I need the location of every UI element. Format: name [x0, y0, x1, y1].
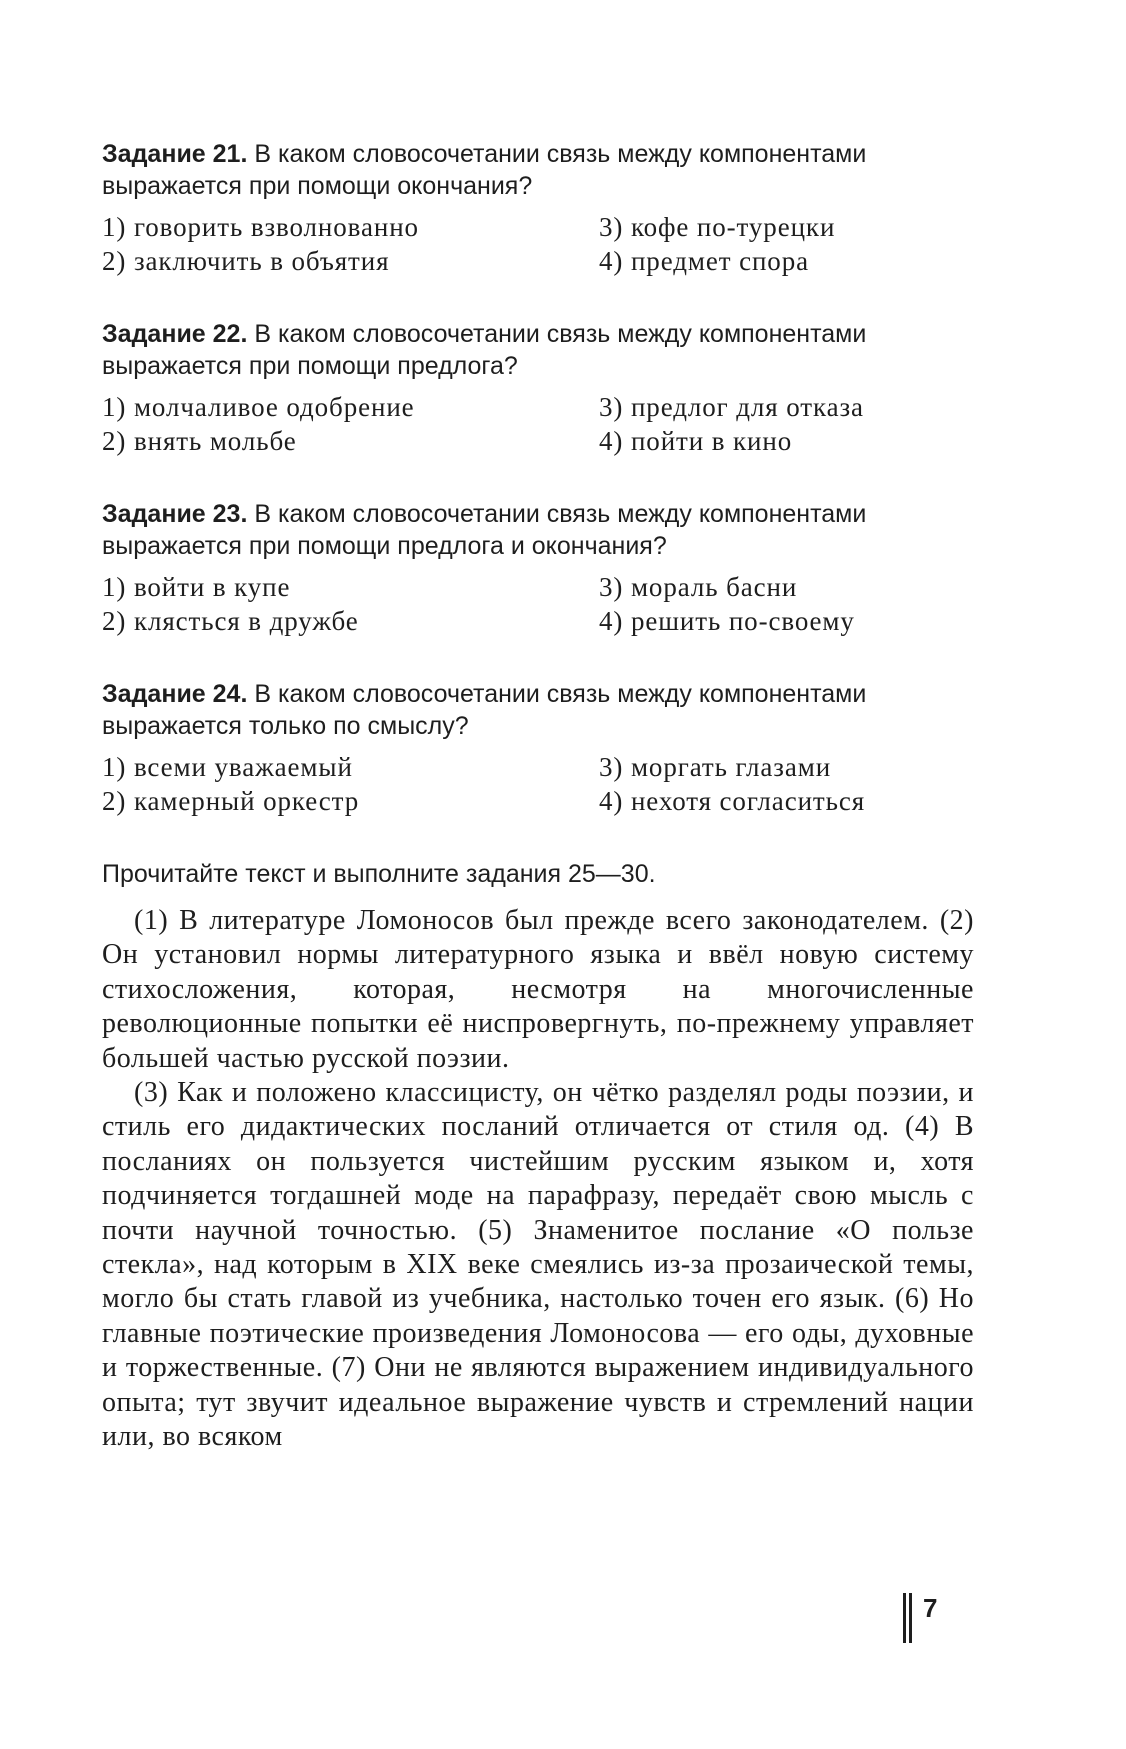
option: 1) молчаливое одобрение [102, 392, 415, 422]
option: 3) моргать глазами [599, 752, 832, 782]
option: 3) мораль басни [599, 572, 798, 602]
option: 2) клясться в дружбе [102, 606, 359, 636]
task-label: Задание 23. [102, 500, 248, 528]
reading-instruction: Прочитайте текст и выполните задания 25—30. [102, 860, 656, 888]
page-number-block [903, 1593, 937, 1643]
option: 3) кофе по-турецки [599, 212, 836, 242]
task-question [102, 498, 974, 562]
option: 2) камерный оркестр [102, 786, 360, 816]
task-question-text: В каком словосочетании связь между компонентами выражается при помощи предлога и окончания? [102, 500, 867, 560]
task-options [102, 570, 974, 638]
task-question-text: В каком словосочетании связь между компонентами выражается при помощи предлога? [102, 320, 867, 380]
option: 4) пойти в кино [599, 426, 793, 456]
option: 2) внять мольбе [102, 426, 297, 456]
task-question-text: В каком словосочетании связь между компонентами выражается при помощи окончания? [102, 140, 867, 200]
task-question [102, 678, 974, 742]
text-paragraph-2: (3) Как и положено классицисту, он чётко разделял роды поэзии, и стиль его дидактических посланий отличается от стиля од. (4) В посланиях он пользуется чистейшим русским языком и, хотя подчиняется тогдашней моде на парафразу, передаёт свою мысль с почти научной точностью. (5) Знаменитое послание «О пользе стекла», над которым в XIX веке смеялись из-за прозаической темы, могло бы стать главой из учебника, настолько точен его язык. (6) Но главные поэтические произведения Ломоносова — его оды, духовные и торжественные. (7) Они не являются выражением индивидуального опыта; тут звучит идеальное выражение чувств и стремлений нации или, во всяком [102, 1077, 974, 1453]
task-21 [102, 138, 974, 278]
task-label: Задание 24. [102, 680, 248, 708]
option: 1) говорить взволнованно [102, 212, 419, 242]
page-marker-bar [903, 1593, 906, 1643]
page-marker-bar [909, 1593, 912, 1643]
task-question-text: В каком словосочетании связь между компонентами выражается только по смыслу? [102, 680, 867, 740]
task-label: Задание 22. [102, 320, 248, 348]
task-24 [102, 678, 974, 818]
task-label: Задание 21. [102, 140, 248, 168]
task-options [102, 210, 974, 278]
option: 4) решить по-своему [599, 606, 855, 636]
option: 2) заключить в объятия [102, 246, 390, 276]
task-question [102, 138, 974, 202]
reading-text [102, 904, 974, 1455]
text-paragraph-1: (1) В литературе Ломоносов был прежде всего законодателем. (2) Он установил нормы литературного языка и ввёл новую систему стихосложения, которая, несмотря на многочисленные революционные попытки её ниспровергнуть, по-прежнему управляет большей частью русской поэзии. [102, 905, 974, 1074]
option: 4) нехотя согласиться [599, 786, 866, 816]
task-23 [102, 498, 974, 638]
task-options [102, 390, 974, 458]
task-22 [102, 318, 974, 458]
option: 1) войти в купе [102, 572, 291, 602]
option: 4) предмет спора [599, 246, 809, 276]
option: 1) всеми уважаемый [102, 752, 353, 782]
option: 3) предлог для отказа [599, 392, 864, 422]
page-content [102, 138, 974, 1455]
task-question [102, 318, 974, 382]
task-options [102, 750, 974, 818]
page-number: 7 [923, 1593, 938, 1623]
